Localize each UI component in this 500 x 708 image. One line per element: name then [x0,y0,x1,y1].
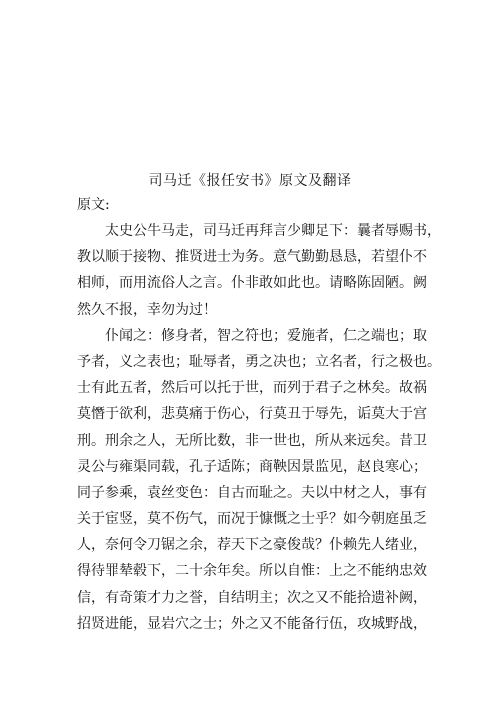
paragraph-2-line-5: 刑。刑余之人，无所比数，非一世也，所从来远矣。昔卫 [77,432,427,449]
paragraph-2-line-11: 信，有奇策才力之誉，自结明主；次之又不能拾遗补阙， [77,589,427,606]
paragraph-1-line-2: 教以顺于接物、推贤进士为务。意气勤勤恳恳，若望仆不 [77,249,427,266]
paragraph-2-line-4: 莫憯于欲利，悲莫痛于伤心，行莫丑于辱先，诟莫大于宫 [77,406,427,423]
paragraph-2-line-10: 得待罪辇毂下，二十余年矣。所以自惟：上之不能纳忠效 [77,563,427,580]
paragraph-1-line-3: 相师，而用流俗人之言。仆非敢如此也。请略陈固陋。阙 [77,275,427,292]
paragraph-2-line-2: 予者，义之表也；耻辱者，勇之决也；立名者，行之极也。 [77,353,441,370]
document-title: 司马迁《报任安书》原文及翻译 [148,173,352,189]
paragraph-2-line-9: 人，奈何令刀锯之余，荐天下之豪俊哉？仆赖先人绪业， [77,537,427,554]
body-text [77,218,441,637]
section-label-original-text: 原文: [77,197,110,213]
paragraph-1-line-4: 然久不报，幸勿为过！ [77,301,217,318]
paragraph-2-line-7: 同子参乘，袁丝变色：自古而耻之。夫以中材之人，事有 [77,484,427,501]
paragraph-2-line-1: 仆闻之：修身者，智之符也；爱施者，仁之端也；取 [105,327,427,344]
paragraph-2-line-6: 灵公与雍渠同载，孔子适陈；商鞅因景监见，赵良寒心； [77,458,427,475]
paragraph-2-line-3: 士有此五者，然后可以托于世，而列于君子之林矣。故祸 [77,380,427,397]
paragraph-2-line-12: 招贤进能，显岩穴之士；外之又不能备行伍，攻城野战， [77,615,427,632]
paragraph-1-line-1: 太史公牛马走，司马迁再拜言少卿足下：曩者辱赐书， [105,223,441,239]
paragraph-2-line-8: 关于宦竖，莫不伤气，而况于慷慨之士乎？如今朝庭虽乏 [77,511,427,528]
